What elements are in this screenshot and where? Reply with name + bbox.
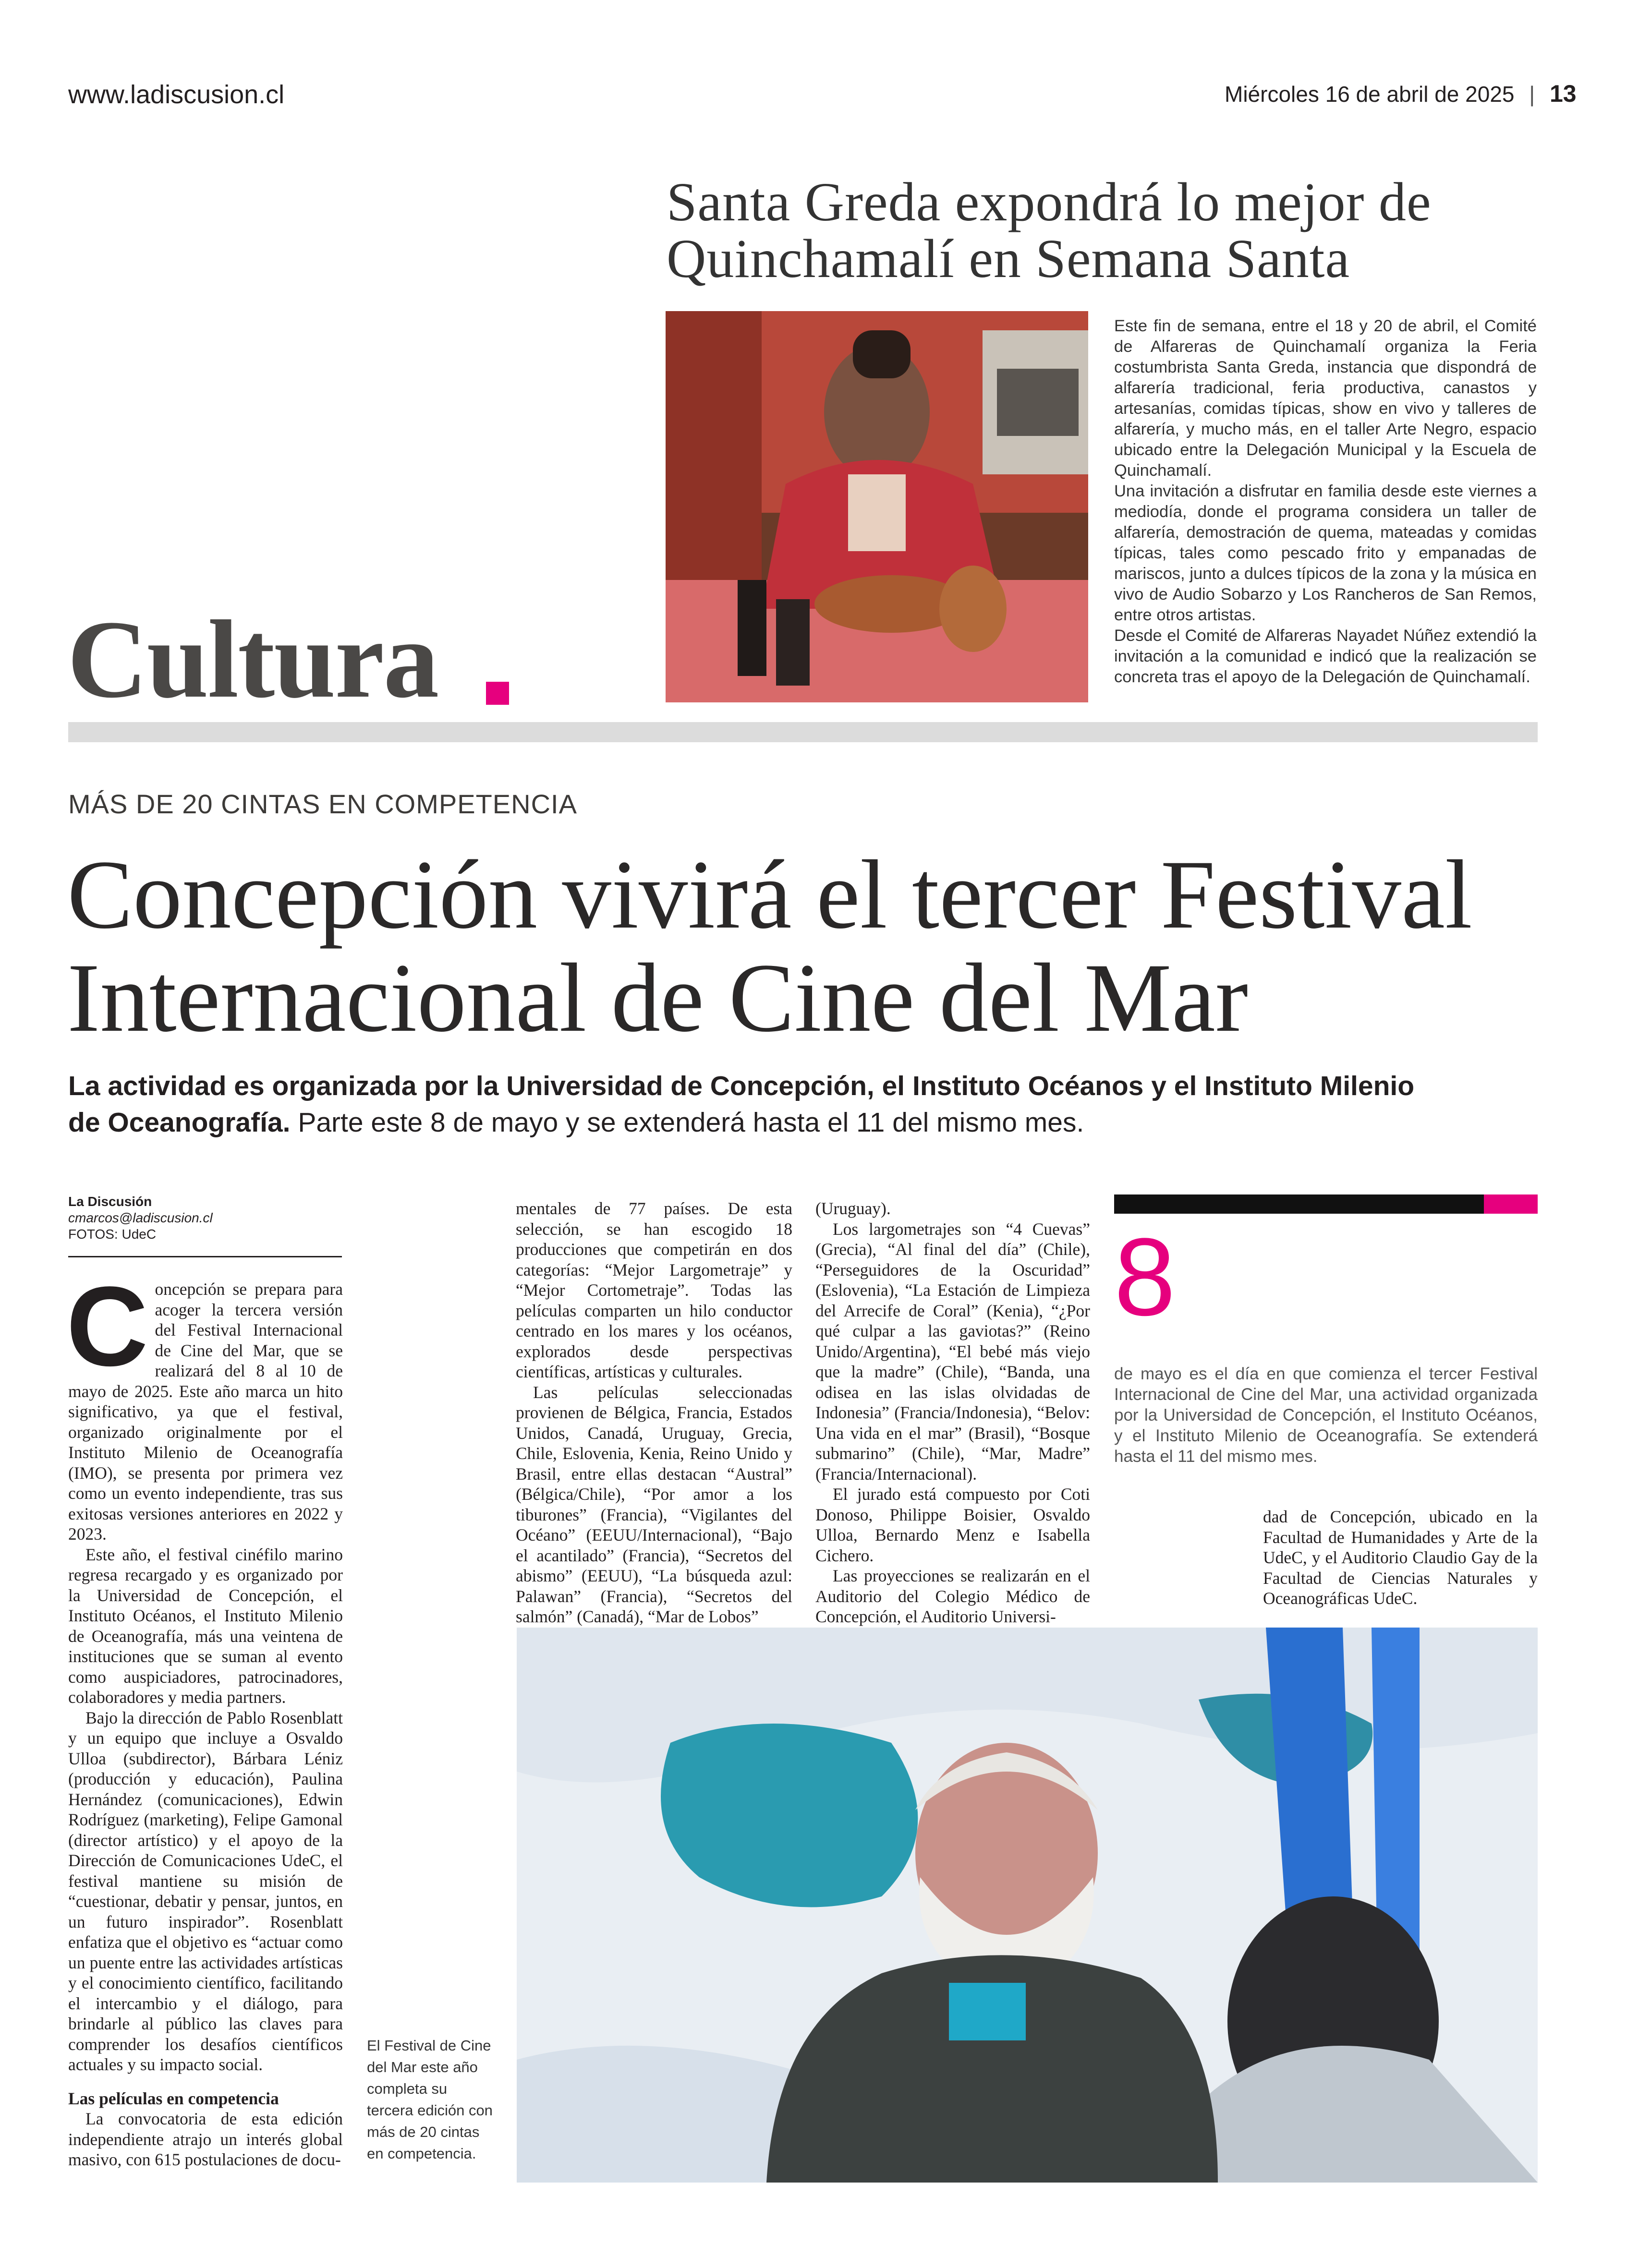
byline-author: La Discusión	[68, 1194, 152, 1209]
lead-bold: La actividad es organizada por la Universidad de Concepción, el Instituto Océanos y el Instituto Milenio de Oceanografía.	[68, 1071, 1415, 1138]
article-title-line: Concepción vivirá el tercer Festival	[67, 840, 1472, 949]
header-separator: |	[1529, 82, 1535, 107]
brief-title-line: Quinchamalí en Semana Santa	[667, 228, 1350, 289]
lead-rest: Parte este 8 de mayo y se extenderá hasta el 11 del mismo mes.	[290, 1107, 1084, 1138]
body-paragraph: La convocatoria de esta edición independiente atrajo un interés global masivo, con 615 postulaciones de docu-	[68, 2109, 343, 2169]
article-column-3	[815, 1198, 1090, 1627]
byline-photos: FOTOS: UdeC	[68, 1227, 157, 1242]
issue-date: Miércoles 16 de abril de 2025	[1225, 82, 1515, 107]
body-paragraph: Los largometrajes son “4 Cuevas” (Grecia), “Al final del día” (Chile), “Perseguidores de la Oscuridad” (Eslovenia), “La Estación de Limpieza del Arrecife de Coral” (Kenia), “¿Por qué culpar a las gaviotas?” (Reino Unido/Argentina), “El bebé más viejo que la madre” (Chile), “Banda, una odisea en las islas olvidadas de Indonesia” (Francia/Indonesia), “Belov: Una vida en el mar” (Brasil), “Bosque submarino” (Chile), “Mar, Madre” (Francia/Internacional).	[815, 1219, 1090, 1484]
page-number: 13	[1550, 80, 1577, 107]
article-column-1	[66, 1263, 343, 2170]
brief-paragraph: Este fin de semana, entre el 18 y 20 de abril, el Comité de Alfareras de Quinchamalí organiza la Feria costumbrista Santa Greda, instancia que dispondrá de alfarería tradicional, feria productiva, canastos y artesanías, comidas típicas, show en vivo y talleres de alfarería, y mucho más, en el taller Arte Negro, espacio ubicado entre la Delegación Municipal y la Escuela de Quinchamalí.	[1114, 317, 1537, 480]
site-url[interactable]: www.ladiscusion.cl	[68, 80, 285, 109]
section-label: Cultura	[67, 598, 438, 721]
brief-body	[1114, 316, 1537, 688]
article-title	[67, 840, 1556, 1052]
byline-rule	[68, 1256, 342, 1257]
body-paragraph: Las películas seleccionadas provienen de Bélgica, Francia, Estados Unidos, Canadá, Uruguay, Grecia, Chile, Eslovenia, Kenia, Reino Unido y Brasil, entre ellas destacan “Austral” (Bélgica/Chile), “Por amor a los tiburones” (Francia), “Vigilantes del Océano” (EEUU/Internacional), “Bajo el acantilado” (Francia), “Secretos del abismo” (EEUU), “La búsqueda azul: Palawan” (Francia), “Secretos del salmón” (Canadá), “Mar de Lobos”	[516, 1382, 792, 1626]
date-line	[1225, 80, 1577, 108]
sea-photo	[517, 1628, 1538, 2183]
byline-email[interactable]: cmarcos@ladiscusion.cl	[68, 1210, 213, 1225]
brief-paragraph: Una invitación a disfrutar en familia desde este viernes a mediodía, donde el programa considera un taller de alfarería, demostración de quema, mateadas y comidas típicas, tales como pescado frito y empanadas de mariscos, junto a dulces típicos de la zona y la música en vivo de Audio Sobarzo y Los Rancheros de San Remos, entre otros artistas.	[1114, 482, 1537, 624]
article-column-2	[516, 1198, 792, 1627]
body-paragraph: oncepción se prepara para acoger la tercera versión del Festival Internacional de Cine del Mar, que se realizará del 8 al 10 de mayo de 2025. Este año marca un hito significativo, ya que el festival, organizado originalmente por el Instituto Milenio de Oceanografía (IMO), se presenta por primera vez como un evento independiente, tras sus exitosas versiones anteriores en 2022 y 2023.	[68, 1279, 343, 1544]
brief-title-line: Santa Greda expondrá lo mejor de	[667, 171, 1432, 232]
byline	[68, 1194, 342, 1243]
potter-photo	[666, 311, 1088, 702]
article-title-line: Internacional de Cine del Mar	[67, 943, 1248, 1052]
body-paragraph: Las proyecciones se realizarán en el Auditorio del Colegio Médico de Concepción, el Auditorio Universi-	[815, 1566, 1090, 1626]
body-paragraph: Bajo la dirección de Pablo Rosenblatt y un equipo que incluye a Osvaldo Ulloa (subdirector), Bárbara Léniz (producción y educación), Paulina Hernández (comunicaciones), Edwin Rodríguez (marketing), Felipe Gamonal (director artístico) y el apoyo de la Dirección de Comunicaciones UdeC, el festival mantiene su misión de “cuestionar, debatir y pensar, juntos, en un futuro inspirador”. Rosenblatt enfatiza que el objetivo es “actuar como un puente entre las actividades artísticas y el conocimiento científico, facilitando el intercambio y el diálogo, para brindarle al público las claves para comprender los desafíos científicos actuales y su impacto social.	[68, 1708, 343, 2074]
photo-caption: El Festival de Cine del Mar este año completa su tercera edición con más de 20 cintas en competencia.	[367, 2037, 493, 2162]
body-paragraph: mentales de 77 países. De esta selección, se han escogido 18 producciones que competirán en dos categorías: “Mejor Largometraje” y “Mejor Cortometraje”. Todas las películas comparten un hilo conductor centrado en los mares y los océanos, explorados desde perspectivas científicas, artísticas y culturales.	[516, 1199, 792, 1381]
fact-text: de mayo es el día en que comienza el tercer Festival Internacional de Cine del Mar, una actividad organizada por la Universidad de Concepción, el Instituto Océanos, y el Instituto Milenio de Oceanografía. Se extenderá hasta el 11 del mismo mes.	[1114, 1364, 1538, 1466]
body-subhead: Las películas en competencia	[68, 2088, 279, 2108]
fact-bar	[1114, 1194, 1484, 1214]
body-paragraph: El jurado está compuesto por Coti Donoso, Philippe Boisier, Osvaldo Ulloa, Bernardo Menz e Isabella Cichero.	[815, 1484, 1090, 1565]
section-divider	[68, 722, 1538, 742]
section-name	[67, 598, 438, 721]
body-paragraph: (Uruguay).	[815, 1199, 891, 1218]
article-column-4: dad de Concepción, ubicado en la Facultad de Humanidades y Arte de la UdeC, y el Auditorio Claudio Gay de la Facultad de Ciencias Naturales y Oceanográficas UdeC.	[1263, 1507, 1538, 1608]
article-lead	[68, 1068, 1442, 1141]
brief-title	[667, 171, 1531, 289]
drop-cap: C	[66, 1263, 148, 1390]
section-accent-dot	[486, 682, 509, 705]
body-paragraph: Este año, el festival cinéfilo marino regresa recargado y es organizado por la Universidad de Concepción, el Instituto Océanos, el Instituto Milenio de Oceanografía, más una veintena de instituciones que se suman al evento como auspiciadores, patrocinadores, colaboradores y media partners.	[68, 1544, 343, 1707]
brief-paragraph: Desde el Comité de Alfareras Nayadet Núñez extendió la invitación a la comunidad e indicó que la realización se concreta tras el apoyo de la Delegación de Quinchamalí.	[1114, 627, 1537, 686]
fact-number: 8	[1114, 1215, 1176, 1339]
fact-bar-accent	[1484, 1194, 1538, 1214]
article-kicker: MÁS DE 20 CINTAS EN COMPETENCIA	[68, 789, 577, 819]
